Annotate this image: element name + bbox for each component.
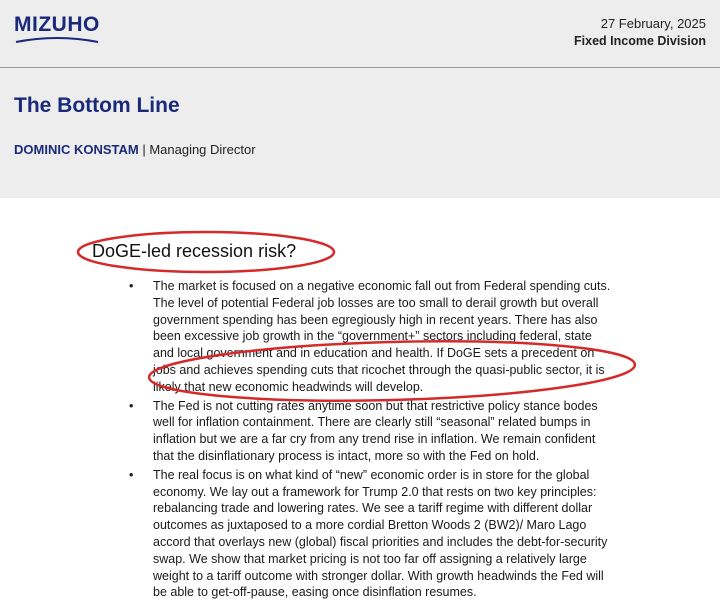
section-title: DoGE-led recession risk? (92, 241, 297, 261)
author-role: | Managing Director (142, 142, 256, 157)
mizuho-logo: MIZUHO (14, 13, 100, 36)
bullet-text: The real focus is on what kind of “new” economic order is in store for the global economy. We lay out a framework for Trump 2.0 that rests on two key principles: rebalancing trade and lowering rates. We see a tariff regime with different dollar outcomes as juxtaposed to a more cordial Bretton Woods 2 (BW2)/ Maro Lago accord that overlays new (global) fiscal priorities and includes the debt-for-security swap. We show that market pricing is not too far off assigning a relatively large weight to a tariff outcome with stronger dollar. With growth headwinds the Fed will be able to get-off-pause, easing once disinflation resumes. (153, 467, 608, 600)
report-title: The Bottom Line (14, 94, 180, 117)
author-name: DOMINIC KONSTAM (14, 142, 139, 157)
logo-swoosh-icon (14, 35, 100, 45)
bullet-icon: • (129, 467, 134, 482)
report-header (0, 0, 720, 198)
report-date: 27 February, 2025 (600, 16, 706, 31)
list-item (125, 278, 615, 396)
bullet-text: The market is focused on a negative economic fall out from Federal spending cuts. The level of potential Federal job losses are too small to derail growth but overall government spending has been egregiously high in recent years. There has also been excessive job growth in the “government+” sectors including federal, state and local government and in education and health. If DoGE sets a precedent on jobs and achieves spending cuts that ricochet through the quasi-public sector, it is likely that new economic headwinds will develop. (153, 279, 611, 394)
division-name: Fixed Income Division (574, 34, 706, 48)
author-byline (14, 142, 256, 157)
header-divider (0, 67, 720, 68)
bullet-icon: • (129, 279, 134, 293)
list-item (125, 398, 615, 465)
bullet-icon: • (129, 398, 134, 413)
bullet-text: The Fed is not cutting rates anytime soon but that restrictive policy stance bodes well for inflation containment. There are clearly still “seasonal” related bumps in inflation but we are a far cry from any trend rise in inflation. We remain confident that the disinflationary process is intact, more so with the Fed on hold. (153, 398, 598, 463)
list-item (125, 467, 615, 601)
bullet-list (125, 278, 615, 603)
